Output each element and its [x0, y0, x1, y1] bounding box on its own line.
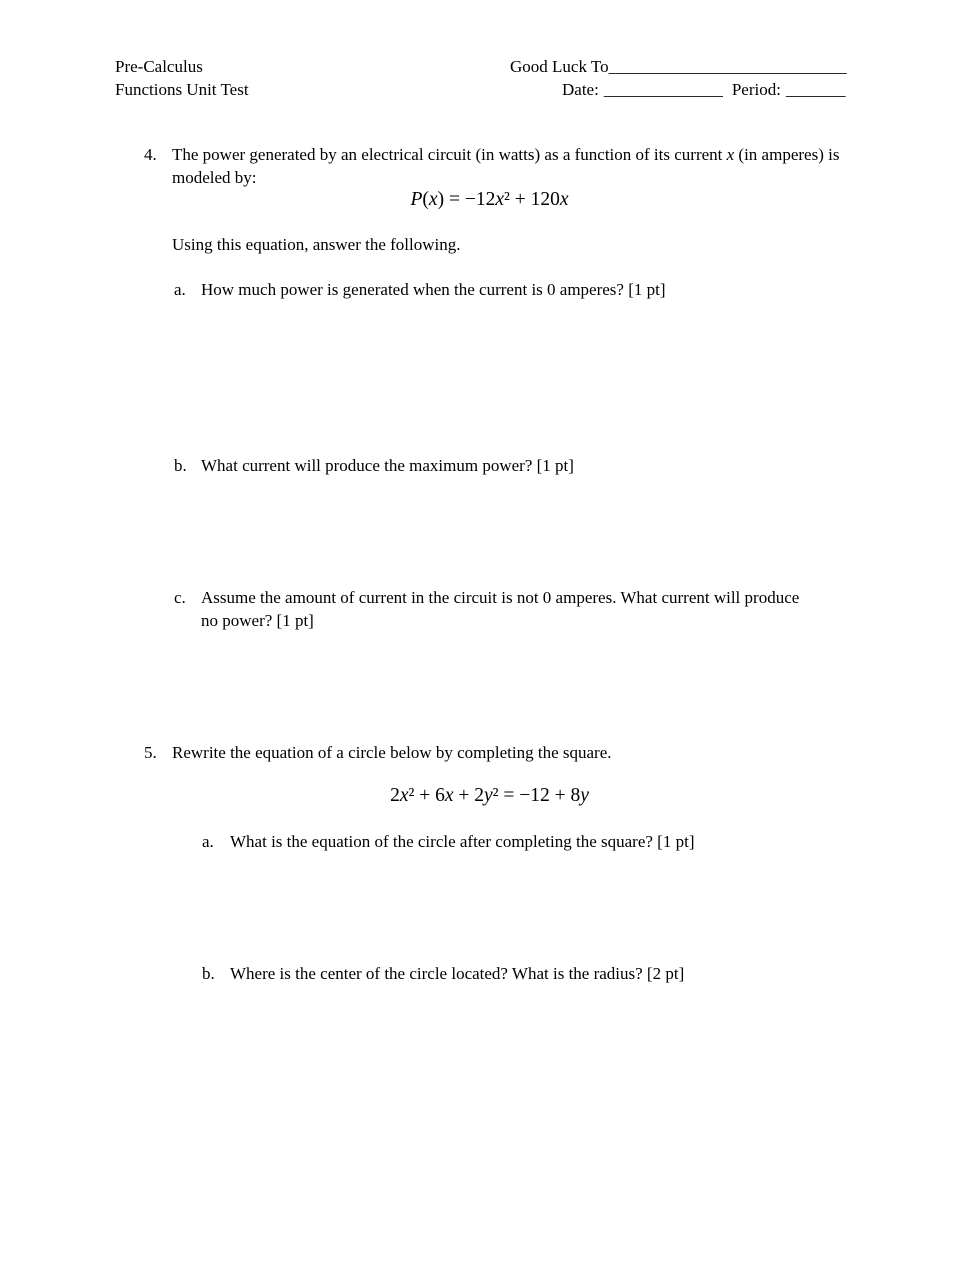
q5-equation: [0, 783, 979, 809]
q5-eq-seg: ²: [492, 785, 499, 806]
q4-eq-seg: P: [410, 189, 423, 210]
question-5-number: 5.: [144, 743, 157, 762]
question-4-variable: x: [726, 145, 735, 164]
q5-eq-seg: + 2: [453, 785, 484, 806]
q4-eq-seg: ) = −12: [437, 189, 496, 210]
q5-eq-seg: 2: [390, 785, 400, 806]
q4-part-c-letter: c.: [174, 588, 186, 607]
q4-eq-seg: x: [495, 189, 504, 210]
q4-part-b: [174, 454, 854, 477]
q5-part-a-text: What is the equation of the circle after completing the square? [1 pt]: [230, 832, 695, 851]
test-title: Functions Unit Test: [115, 80, 249, 99]
name-blank-line: ____________________________: [608, 57, 847, 76]
question-4-text-after: (in amperes) is modeled by:: [172, 145, 840, 187]
q5-eq-seg: x: [444, 785, 454, 806]
course-title: Pre-Calculus: [115, 57, 203, 76]
date-blank-line: ______________: [603, 80, 723, 99]
q5-eq-seg: = −12 + 8: [498, 785, 581, 806]
period-blank-line: _______: [785, 80, 846, 99]
period-label: Period:: [731, 80, 781, 99]
q5-eq-seg: ²: [408, 785, 415, 806]
q5-part-b-letter: b.: [202, 964, 215, 983]
q4-part-a-text: How much power is generated when the current is 0 amperes? [1 pt]: [201, 280, 666, 299]
q4-instruction: Using this equation, answer the following.: [172, 235, 461, 254]
date-label: Date:: [562, 80, 599, 99]
good-luck-line: [510, 55, 847, 78]
good-luck-label: Good Luck To: [510, 57, 609, 76]
q4-part-a: [174, 278, 854, 301]
q5-part-a: [202, 830, 862, 853]
q5-part-b-text: Where is the center of the circle located? What is the radius? [2 pt]: [230, 964, 685, 983]
q4-equation: [0, 187, 979, 213]
q4-part-c-text: Assume the amount of current in the circuit is not 0 amperes. What current will produce no power? [1 pt]: [201, 588, 800, 630]
q4-part-b-letter: b.: [174, 456, 187, 475]
q4-part-b-text: What current will produce the maximum power? [1 pt]: [201, 456, 574, 475]
q5-eq-seg: + 6: [414, 785, 445, 806]
question-4-text: [172, 143, 844, 189]
q4-eq-seg: + 120: [509, 189, 560, 210]
q4-eq-seg: x: [559, 189, 569, 210]
question-4-text-before: The power generated by an electrical circuit (in watts) as a function of its current: [172, 145, 727, 164]
question-5: [144, 741, 844, 764]
date-period-line: [562, 78, 845, 101]
q4-part-a-letter: a.: [174, 280, 186, 299]
q4-eq-seg: (: [422, 189, 429, 210]
q5-eq-seg: y: [580, 785, 589, 806]
q5-part-a-letter: a.: [202, 832, 214, 851]
question-5-text: Rewrite the equation of a circle below by completing the square.: [172, 743, 612, 762]
q5-eq-seg: y: [484, 785, 493, 806]
q4-part-c: [174, 586, 819, 632]
q4-eq-seg: x: [428, 189, 438, 210]
question-4: [144, 143, 844, 189]
header-left: [115, 55, 249, 101]
question-4-number: 4.: [144, 145, 157, 164]
q5-eq-seg: x: [399, 785, 409, 806]
q5-part-b: [202, 962, 862, 985]
q4-eq-seg: ²: [503, 189, 510, 210]
